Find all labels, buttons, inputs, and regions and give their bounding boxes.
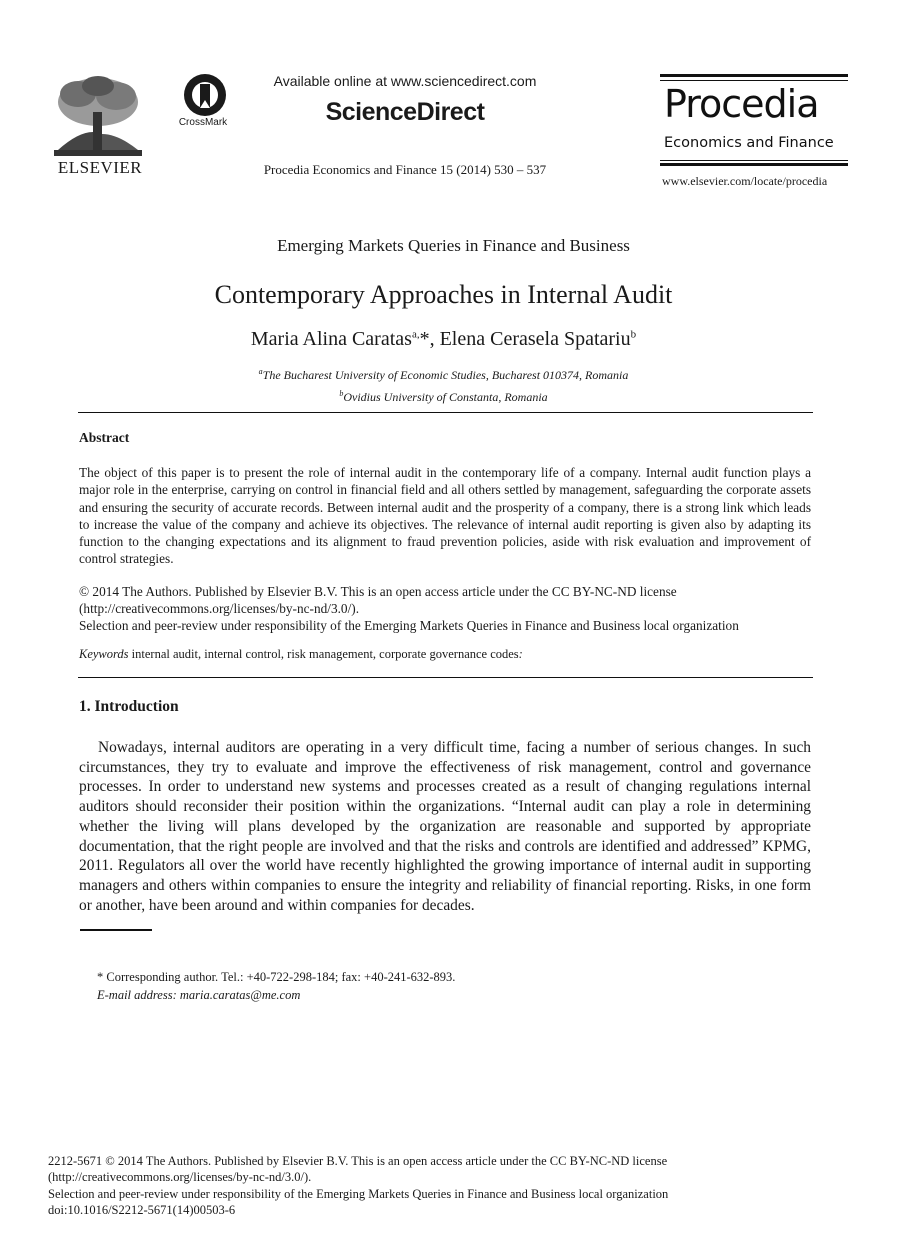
masthead-rule — [660, 160, 848, 161]
footnote-rule — [80, 929, 152, 931]
footer-issn-license: 2212-5671 © 2014 The Authors. Published by Elsevier B.V. This is an open access article under the CC BY-NC-ND license — [48, 1154, 668, 1168]
affiliation-a — [0, 367, 887, 383]
corresponding-author-footnote: * Corresponding author. Tel.: +40-722-298-184; fax: +40-241-632-893. — [97, 970, 456, 984]
sciencedirect-logo: ScienceDirect — [325, 98, 485, 126]
available-online-text[interactable]: Available online at www.sciencedirect.com — [273, 73, 537, 89]
peer-review-note: Selection and peer-review under responsibility of the Emerging Markets Queries in Finance and Business local organization — [79, 618, 739, 633]
abstract-heading: Abstract — [79, 430, 130, 445]
procedia-masthead — [660, 74, 848, 192]
copyright-notice — [79, 583, 811, 617]
affiliation-marker: a — [258, 367, 263, 376]
abstract-text: The object of this paper is to present the role of internal audit in the contemporary life of a company. Internal audit function plays a major role in the enterprise, carrying on control in financial field and all others settled by management, safeguarding the corporate assets and ensuring the security of accurate records. Between internal audit and the prosperity of a company, there is a strong link which leads to increase the value of the company and achieve its objectives. The relevance of internal audit reporting is given also by adapting its function to the changing expectations and its alignment to fraud prevention policies, aside with risk evaluation and improvement of control strategies. — [79, 465, 811, 567]
keywords — [79, 646, 811, 663]
affiliation-text: The Bucharest University of Economic Studies, Bucharest 010374, Romania — [262, 368, 629, 382]
section-divider — [78, 677, 813, 678]
author-name: Elena Cerasela Spatariu — [439, 328, 631, 350]
keywords-text: internal audit, internal control, risk management, corporate governance codes — [128, 647, 519, 661]
procedia-title: Procedia — [664, 82, 819, 126]
email-footnote[interactable]: E-mail address: maria.caratas@me.com — [97, 988, 301, 1002]
footer-doi[interactable]: doi:10.1016/S2212-5671(14)00503-6 — [48, 1203, 236, 1217]
affiliation-marker: b — [339, 389, 344, 398]
affiliation-marker: b — [630, 328, 637, 341]
procedia-subtitle: Economics and Finance — [664, 135, 834, 151]
procedia-url-link[interactable]: www.elsevier.com/locate/procedia — [662, 174, 828, 188]
affiliation-marker: a, — [411, 328, 420, 341]
paper-title: Contemporary Approaches in Internal Audit — [214, 280, 673, 309]
crossmark-icon[interactable] — [170, 72, 240, 142]
keywords-colon: : — [518, 647, 523, 661]
conference-name: Emerging Markets Queries in Finance and Business — [277, 236, 630, 255]
masthead-rule — [660, 80, 848, 81]
section-heading-introduction: 1. Introduction — [79, 698, 179, 715]
crossmark-label: CrossMark — [178, 117, 228, 128]
elsevier-wordmark: ELSEVIER — [57, 158, 143, 177]
journal-citation: Procedia Economics and Finance 15 (2014) 530 – 537 — [263, 162, 547, 177]
corresponding-marker[interactable]: * — [419, 328, 430, 350]
section-divider — [78, 412, 813, 413]
masthead-rule — [660, 74, 848, 77]
affiliation-b — [0, 389, 887, 405]
keywords-label: Keywords — [79, 647, 129, 661]
footer-peer-review: Selection and peer-review under responsibility of the Emerging Markets Queries in Finance and Business local organization — [48, 1187, 669, 1201]
author-name: Maria Alina Caratas — [250, 328, 412, 350]
affiliation-text: Ovidius University of Constanta, Romania — [343, 390, 548, 404]
author-list — [0, 328, 887, 351]
author-separator: , — [429, 328, 440, 350]
masthead-rule — [660, 163, 848, 166]
license-link[interactable]: (http://creativecommons.org/licenses/by-nc-nd/3.0/). — [79, 601, 360, 616]
footer-license-link[interactable]: (http://creativecommons.org/licenses/by-nc-nd/3.0/). — [48, 1170, 312, 1184]
copyright-line: © 2014 The Authors. Published by Elsevier B.V. This is an open access article under the CC BY-NC-ND license — [79, 584, 677, 599]
introduction-text: Nowadays, internal auditors are operating in a very difficult time, facing a number of serious changes. In such circumstances, they try to evaluate and improve the effectiveness of risk management, control and governance processes. In order to understand new systems and processes created as a result of changing regulations internal auditors should reconsider their position within the organizations. “Internal audit can play a role in determining whether the living will plans developed by the organization are reasonable and supported by appropriate documentation, that the right people are involved and that the risks and controls are identified and addressed” KPMG, 2011. Regulators all over the world have recently highlighted the growing importance of internal audit in supporting managers and others within companies to ensure the integrity and reliability of financial reporting. Risks, in one form or another, have been around and within companies for decades. — [79, 739, 811, 914]
